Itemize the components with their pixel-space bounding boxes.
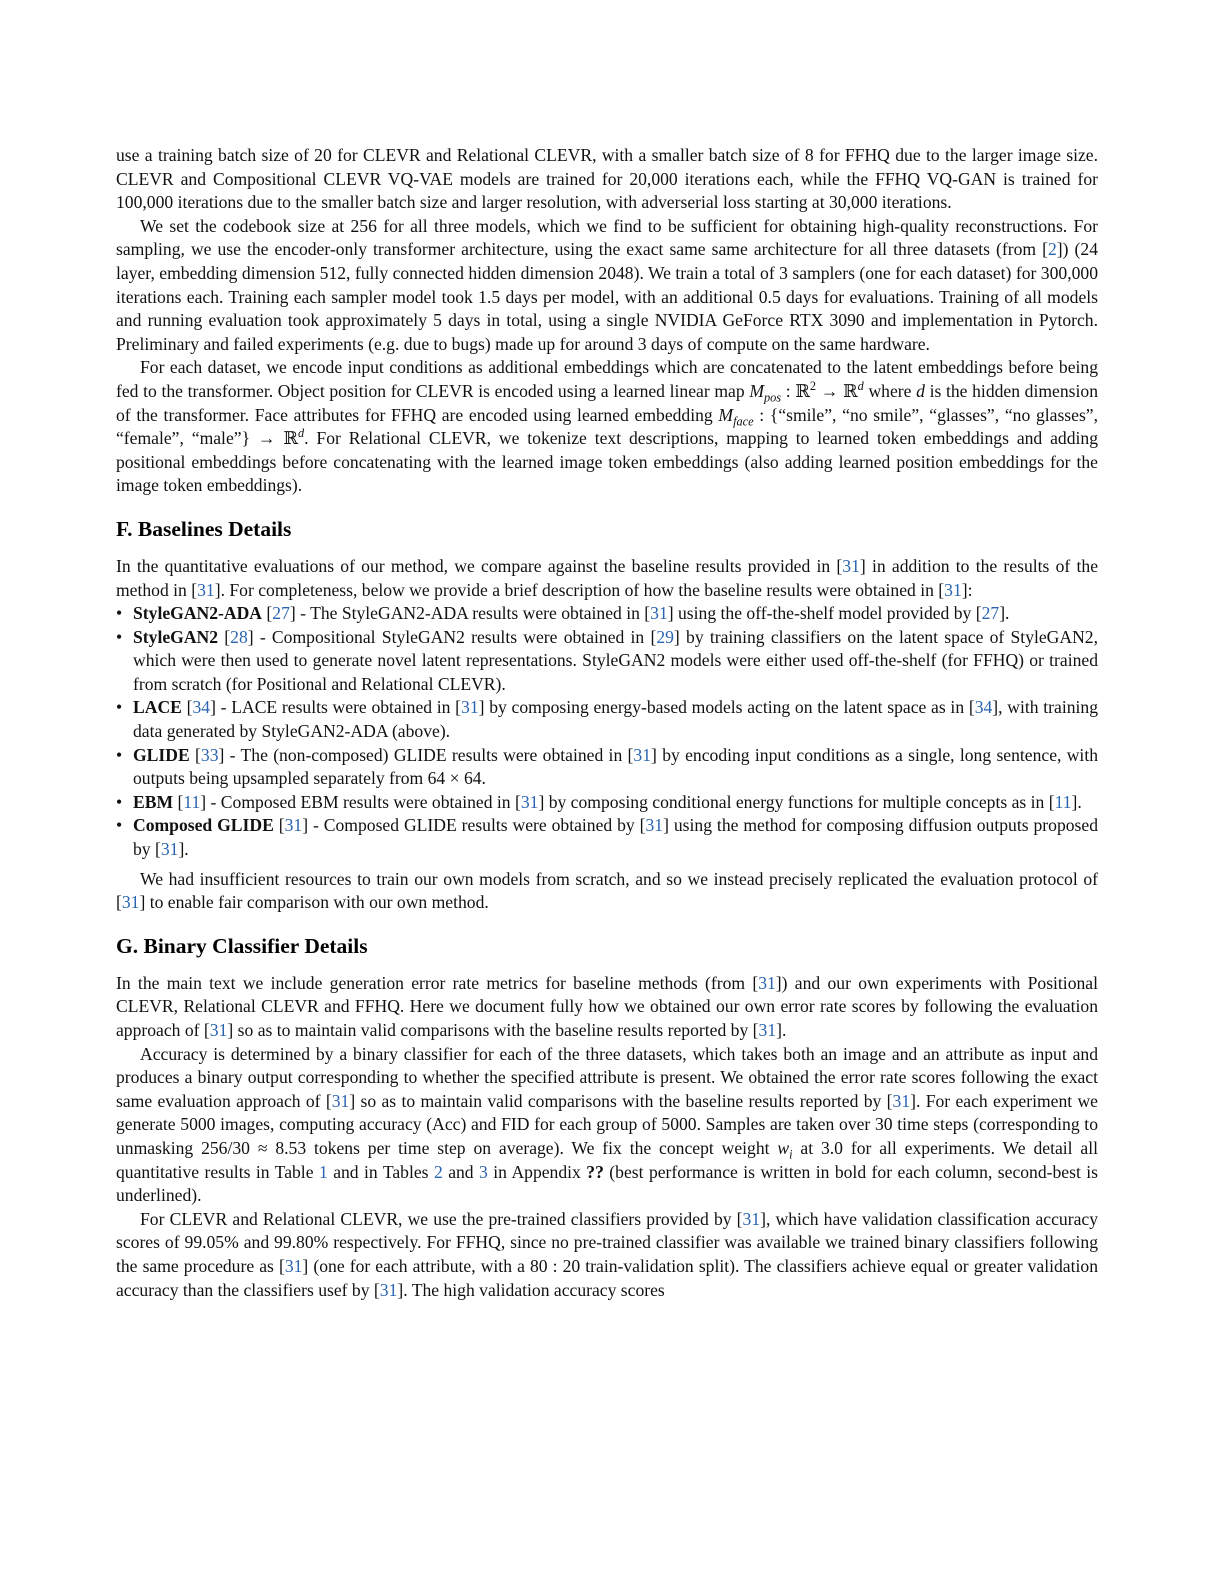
text: in Appendix (487, 1161, 587, 1182)
citation-link[interactable]: 29 (656, 626, 674, 647)
citation-link[interactable]: 11 (1054, 791, 1072, 812)
paragraph-conditions (116, 356, 1098, 498)
citation-link[interactable]: 33 (200, 744, 219, 765)
text: ] by training classifiers on the latent space of StyleGAN2, which were then used to generate novel latent representations. StyleGAN2 models were either used off-the-shelf (for FFHQ) or trained from scratch (for Positional and Relational CLEVR). (133, 626, 1098, 694)
text: - Compositional StyleGAN2 results were obtained in [ (253, 626, 657, 647)
text: For CLEVR and Relational CLEVR, we use the pre-trained classifiers provided by [ (140, 1208, 743, 1229)
citation-link[interactable]: 31 (742, 1208, 761, 1229)
list-item-composed-glide: • Composed GLIDE [31] - Composed GLIDE results were obtained by [31] using the method for composing diffusion outputs proposed by [31]. (116, 814, 1098, 861)
text: at 3.0 for all experiments. We detail all quantitative results in Table (116, 1137, 1098, 1182)
citation-link[interactable]: 31 (284, 815, 303, 836)
citation-link[interactable]: 31 (892, 1090, 911, 1111)
citation-link[interactable]: 31 (331, 1090, 350, 1111)
math-sup: d (857, 379, 864, 394)
math-d: d (916, 380, 925, 401)
text: (best performance is written in bold for each column, second-best is underlined). (116, 1161, 1099, 1206)
math-arrow: → ℝ (816, 380, 858, 401)
text: ] using the off-the-shelf model provided by [ (667, 603, 982, 624)
citation-link[interactable]: 31 (758, 972, 776, 993)
text: - Composed EBM results were obtained in [ (206, 791, 521, 812)
item-name: LACE (133, 697, 182, 718)
item-name: GLIDE (133, 744, 190, 765)
list-item-lace: • LACE [34] - LACE results were obtained in [31] by composing energy-based models acting on the latent space as in [34], with training data generated by StyleGAN2-ADA (above). (116, 696, 1098, 743)
table-ref-link[interactable]: 3 (479, 1161, 488, 1182)
text: ] by encoding input conditions as a single, long sentence, with outputs being upsampled separately from 64 × 64. (133, 744, 1099, 789)
text: ]) (24 layer, embedding dimension 512, fully connected hidden dimension 2048). We train a total of 3 samplers (one for each dataset) for 300,000 iterations each. Training each sampler model took 1.5 days per model, with an additional 0.5 days for evaluations. Training of all models and running evaluation took approximately 5 days in total, using a single NVIDIA GeForce RTX 3090 and implementation in Pytorch. Preliminary and failed experiments (e.g. due to bugs) made up for around 3 days of compute on the same hardware. (116, 239, 1098, 354)
paragraph-codebook (116, 215, 1098, 357)
math-m-pos: $M_{pos}$ (749, 380, 782, 405)
citation-link[interactable]: 31 (379, 1279, 398, 1300)
text: Accuracy is determined by a binary classifier for each of the three datasets, which takes both an image and an attribute as input and produces a binary output corresponding to whether the specified attribute is present. We obtained the error rate scores following the exact same evaluation approach of [ (116, 1043, 1098, 1111)
math-set: : {“smile”, “no smile”, “glasses”, “no glasses”, “female”, “male”} → ℝ (116, 404, 1098, 449)
text: ] by composing conditional energy functions for multiple concepts as in [ (538, 791, 1055, 812)
text: ]. (178, 839, 189, 860)
text: For each dataset, we encode input conditions as additional embeddings which are concatenated to the latent embeddings before being fed to the transformer. Object position for CLEVR is encoded using a learned linear map (116, 357, 1098, 401)
citation-link[interactable]: 31 (650, 603, 668, 624)
baselines-list (116, 602, 1098, 862)
text: and in Tables (327, 1161, 434, 1182)
text: ]. For completeness, below we provide a brief description of how the baseline results were obtained in [ (214, 579, 945, 600)
text: ]. (776, 1020, 787, 1040)
text: . For Relational CLEVR, we tokenize text descriptions, mapping to learned token embeddings and adding positional embeddings before concatenating with the learned image token embeddings (also adding learned position embeddings for the image token embeddings). (116, 428, 1098, 496)
text: ] to enable fair comparison with our own method. (139, 892, 489, 913)
math-sup: 2 (809, 379, 817, 394)
citation-link[interactable]: 31 (944, 579, 962, 600)
text: In the quantitative evaluations of our method, we compare against the baseline results provided in [ (116, 555, 843, 576)
math-sup: d (297, 426, 305, 441)
citation-link[interactable]: 31 (197, 579, 215, 600)
citation-link[interactable]: 31 (645, 815, 664, 836)
text: In the main text we include generation error rate metrics for baseline methods (from [ (116, 972, 759, 993)
text: - LACE results were obtained in [ (215, 697, 462, 718)
broken-ref: ?? (586, 1161, 604, 1182)
citation-link[interactable]: 11 (183, 791, 201, 812)
citation-link[interactable]: 28 (230, 626, 248, 647)
text: We had insufficient resources to train our own models from scratch, and so we instead precisely replicated the evaluation protocol of [ (116, 868, 1098, 913)
item-name: EBM (133, 791, 174, 812)
citation-link[interactable]: 31 (842, 555, 860, 576)
citation-link[interactable]: 34 (192, 697, 211, 718)
text: - The StyleGAN2-ADA results were obtained in [ (295, 603, 651, 624)
text: ] (one for each attribute, with a 80 : 20 train-validation split). The classifiers achieve equal or greater validation accuracy than the classifiers usef by [ (116, 1255, 1098, 1300)
item-name: StyleGAN2 (133, 626, 219, 647)
text: ], which have validation classification accuracy scores of 99.05% and 99.80% respectively. For FFHQ, since no pre-trained classifier was available we trained binary classifiers following the same procedure as [ (116, 1208, 1098, 1276)
list-item-stylegan2: • StyleGAN2 [28] - Compositional StyleGAN2 results were obtained in [29] by training classifiers on the latent space of StyleGAN2, which were then used to generate novel latent representations. StyleGAN2 models were either used off-the-shelf (for FFHQ) or trained from scratch (for Positional and Relational CLEVR). (116, 626, 1098, 697)
citation-link[interactable]: 31 (160, 839, 179, 860)
citation-link[interactable]: 31 (758, 1020, 777, 1040)
section-heading-classifier: G. Binary Classifier Details (116, 933, 368, 958)
list-item-glide: • GLIDE [33] - The (non-composed) GLIDE results were obtained in [31] by encoding input conditions as a single, long sentence, with outputs being upsampled separately from 64 × 64. (116, 744, 1098, 791)
paragraph-baselines-intro (116, 555, 1098, 602)
text: ] so as to maintain valid comparisons with the baseline results reported by [ (227, 1020, 759, 1040)
math-map: : ℝ (781, 380, 810, 401)
text: ]. For each experiment we generate 5000 images, computing accuracy (Acc) and FID for each group of 5000. Samples are taken over 30 time steps (corresponding to unmasking 256/30 ≈ 8.53 tokens per time step on average). We fix the concept weight (116, 1090, 1098, 1158)
text: ]) and our own experiments with Positional CLEVR, Relational CLEVR and FFHQ. Here we document fully how we obtained our own error rate scores by following the evaluation approach of [ (116, 972, 1098, 1040)
text: ]. (999, 603, 1010, 624)
section-heading-baselines: F. Baselines Details (116, 516, 292, 541)
text: - Composed GLIDE results were obtained by [ (308, 815, 646, 836)
text: ] so as to maintain valid comparisons with the baseline results reported by [ (349, 1090, 893, 1111)
text: and (442, 1161, 480, 1182)
citation-link[interactable]: 31 (284, 1255, 303, 1276)
citation-link[interactable]: 2 (1047, 239, 1057, 260)
text: where (863, 380, 917, 401)
text: ] by composing energy-based models acting on the latent space as in [ (478, 697, 975, 718)
paragraph-accuracy (116, 1043, 1098, 1208)
citation-link[interactable]: 31 (209, 1020, 228, 1040)
citation-link[interactable]: 31 (461, 697, 479, 718)
text: ], with training data generated by StyleGAN2-ADA (above). (133, 697, 1099, 742)
text: is the hidden dimension of the transformer. Face attributes for FFHQ are encoded using learned embedding (116, 380, 1098, 425)
math-w-i: $w_i$ (777, 1137, 793, 1162)
text: We set the codebook size at 256 for all three models, which we find to be sufficient for obtaining high-quality reconstructions. For sampling, we use the encoder-only transformer architecture, using the exact same same architecture for all three datasets (from [ (116, 215, 1098, 260)
text: ] in addition to the results of the method in [ (116, 555, 1098, 600)
citation-link[interactable]: 27 (272, 603, 290, 624)
item-name: StyleGAN2-ADA (133, 603, 263, 624)
paragraph-training-batch: use a training batch size of 20 for CLEVR and Relational CLEVR, with a smaller batch size of 8 for FFHQ due to the larger image size. CLEVR and Compositional CLEVR VQ-VAE models are trained for 20,000 iterations each, while the FFHQ VQ-GAN is trained for 100,000 iterations due to the smaller batch size and larger resolution, with adverserial loss starting at 30,000 iterations. (116, 145, 1098, 213)
paragraph-pretrained-classifiers (116, 1208, 1098, 1302)
item-name: Composed GLIDE (133, 815, 274, 836)
citation-link[interactable]: 27 (981, 603, 1000, 624)
citation-link[interactable]: 34 (974, 697, 993, 718)
text: - The (non-composed) GLIDE results were obtained in [ (224, 744, 634, 765)
text: ]: (961, 579, 973, 600)
citation-link[interactable]: 31 (633, 744, 652, 765)
table-ref-link[interactable]: 1 (318, 1161, 328, 1182)
paragraph-classifier-intro (116, 972, 1098, 1043)
table-ref-link[interactable]: 2 (433, 1161, 443, 1182)
text: ]. (1071, 791, 1082, 812)
paper-page (116, 144, 1098, 1302)
list-item-stylegan2-ada: • StyleGAN2-ADA [27] - The StyleGAN2-ADA results were obtained in [31] using the off-the-shelf model provided by [27]. (116, 602, 1098, 626)
citation-link[interactable]: 31 (520, 791, 539, 812)
list-item-ebm: • EBM [11] - Composed EBM results were obtained in [31] by composing conditional energy functions for multiple concepts as in [11]. (116, 791, 1098, 815)
math-m-face: $M_{face}$ (718, 404, 754, 429)
text: ] using the method for composing diffusion outputs proposed by [ (133, 815, 1098, 860)
paragraph-baselines-closing (116, 868, 1098, 915)
text: ]. The high validation accuracy scores (397, 1279, 665, 1300)
citation-link[interactable]: 31 (121, 892, 140, 913)
